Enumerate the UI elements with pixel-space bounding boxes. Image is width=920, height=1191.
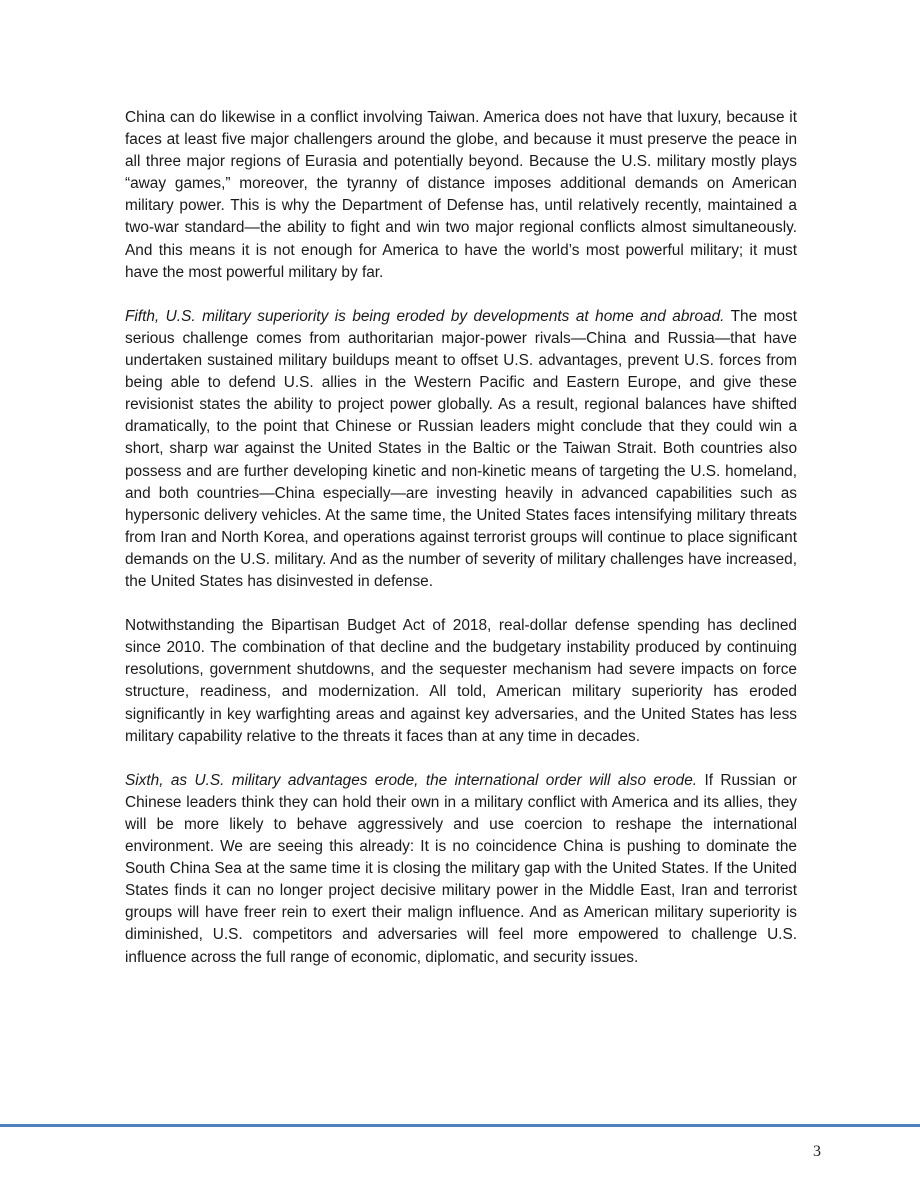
paragraph-2-lead: Fifth, U.S. military superiority is being eroded by developments at home and abroad. xyxy=(125,307,725,325)
paragraph-1-text: China can do likewise in a conflict involving Taiwan. America does not have that luxury, because it faces at least five major challengers around the globe, and because it must preserve the peace in all three major regions of Eurasia and potentially beyond. Because the U.S. military mostly plays “away games,” moreover, the tyranny of distance imposes additional demands on American military power. This is why the Department of Defense has, until relatively recently, maintained a two-war standard—the ability to fight and win two major regional conflicts almost simultaneously. And this means it is not enough for America to have the world’s most powerful military; it must have the most powerful military by far. xyxy=(125,109,797,281)
paragraph-3-text: Notwithstanding the Bipartisan Budget Act of 2018, real-dollar defense spending has declined since 2010. The combination of that decline and the budgetary instability produced by continuing resolutions, government shutdowns, and the sequester mechanism had severe impacts on force structure, readiness, and modernization. All told, American military superiority has eroded significantly in key warfighting areas and against key adversaries, and the United States has less military capability relative to the threats it faces than at any time in decades. xyxy=(125,617,797,745)
paragraph-3 xyxy=(125,615,797,748)
document-body xyxy=(125,107,797,991)
paragraph-2 xyxy=(125,306,797,593)
paragraph-4-lead: Sixth, as U.S. military advantages erode, the international order will also erode. xyxy=(125,771,698,789)
paragraph-4-text: If Russian or Chinese leaders think they can hold their own in a military conflict with America and its allies, they will be more likely to behave aggressively and use coercion to reshape the international environment. We are seeing this already: It is no coincidence China is pushing to dominate the South China Sea at the same time it is closing the military gap with the United States. If the United States finds it can no longer project decisive military power in the Middle East, Iran and terrorist groups will have freer rein to exert their malign influence. And as American military superiority is diminished, U.S. competitors and adversaries will feel more empowered to challenge U.S. influence across the full range of economic, diplomatic, and security issues. xyxy=(125,771,798,966)
page-number: 3 xyxy=(813,1143,821,1160)
footer-rule xyxy=(0,1124,920,1127)
paragraph-2-text: The most serious challenge comes from authoritarian major-power rivals—China and Russia—that have undertaken sustained military buildups meant to offset U.S. advantages, prevent U.S. forces from being able to defend U.S. allies in the Western Pacific and Eastern Europe, and give these revisionist states the ability to project power globally. As a result, regional balances have shifted dramatically, to the point that Chinese or Russian leaders might conclude that they could win a short, sharp war against the United States in the Baltic or the Taiwan Strait. Both countries also possess and are further developing kinetic and non-kinetic means of targeting the U.S. homeland, and both countries—China especially—are investing heavily in advanced capabilities such as hypersonic delivery vehicles. At the same time, the United States faces intensifying military threats from Iran and North Korea, and operations against terrorist groups will continue to place significant demands on the U.S. military. And as the number of severity of military challenges have increased, the United States has disinvested in defense. xyxy=(125,307,797,590)
paragraph-4 xyxy=(125,770,797,969)
paragraph-1 xyxy=(125,107,797,284)
